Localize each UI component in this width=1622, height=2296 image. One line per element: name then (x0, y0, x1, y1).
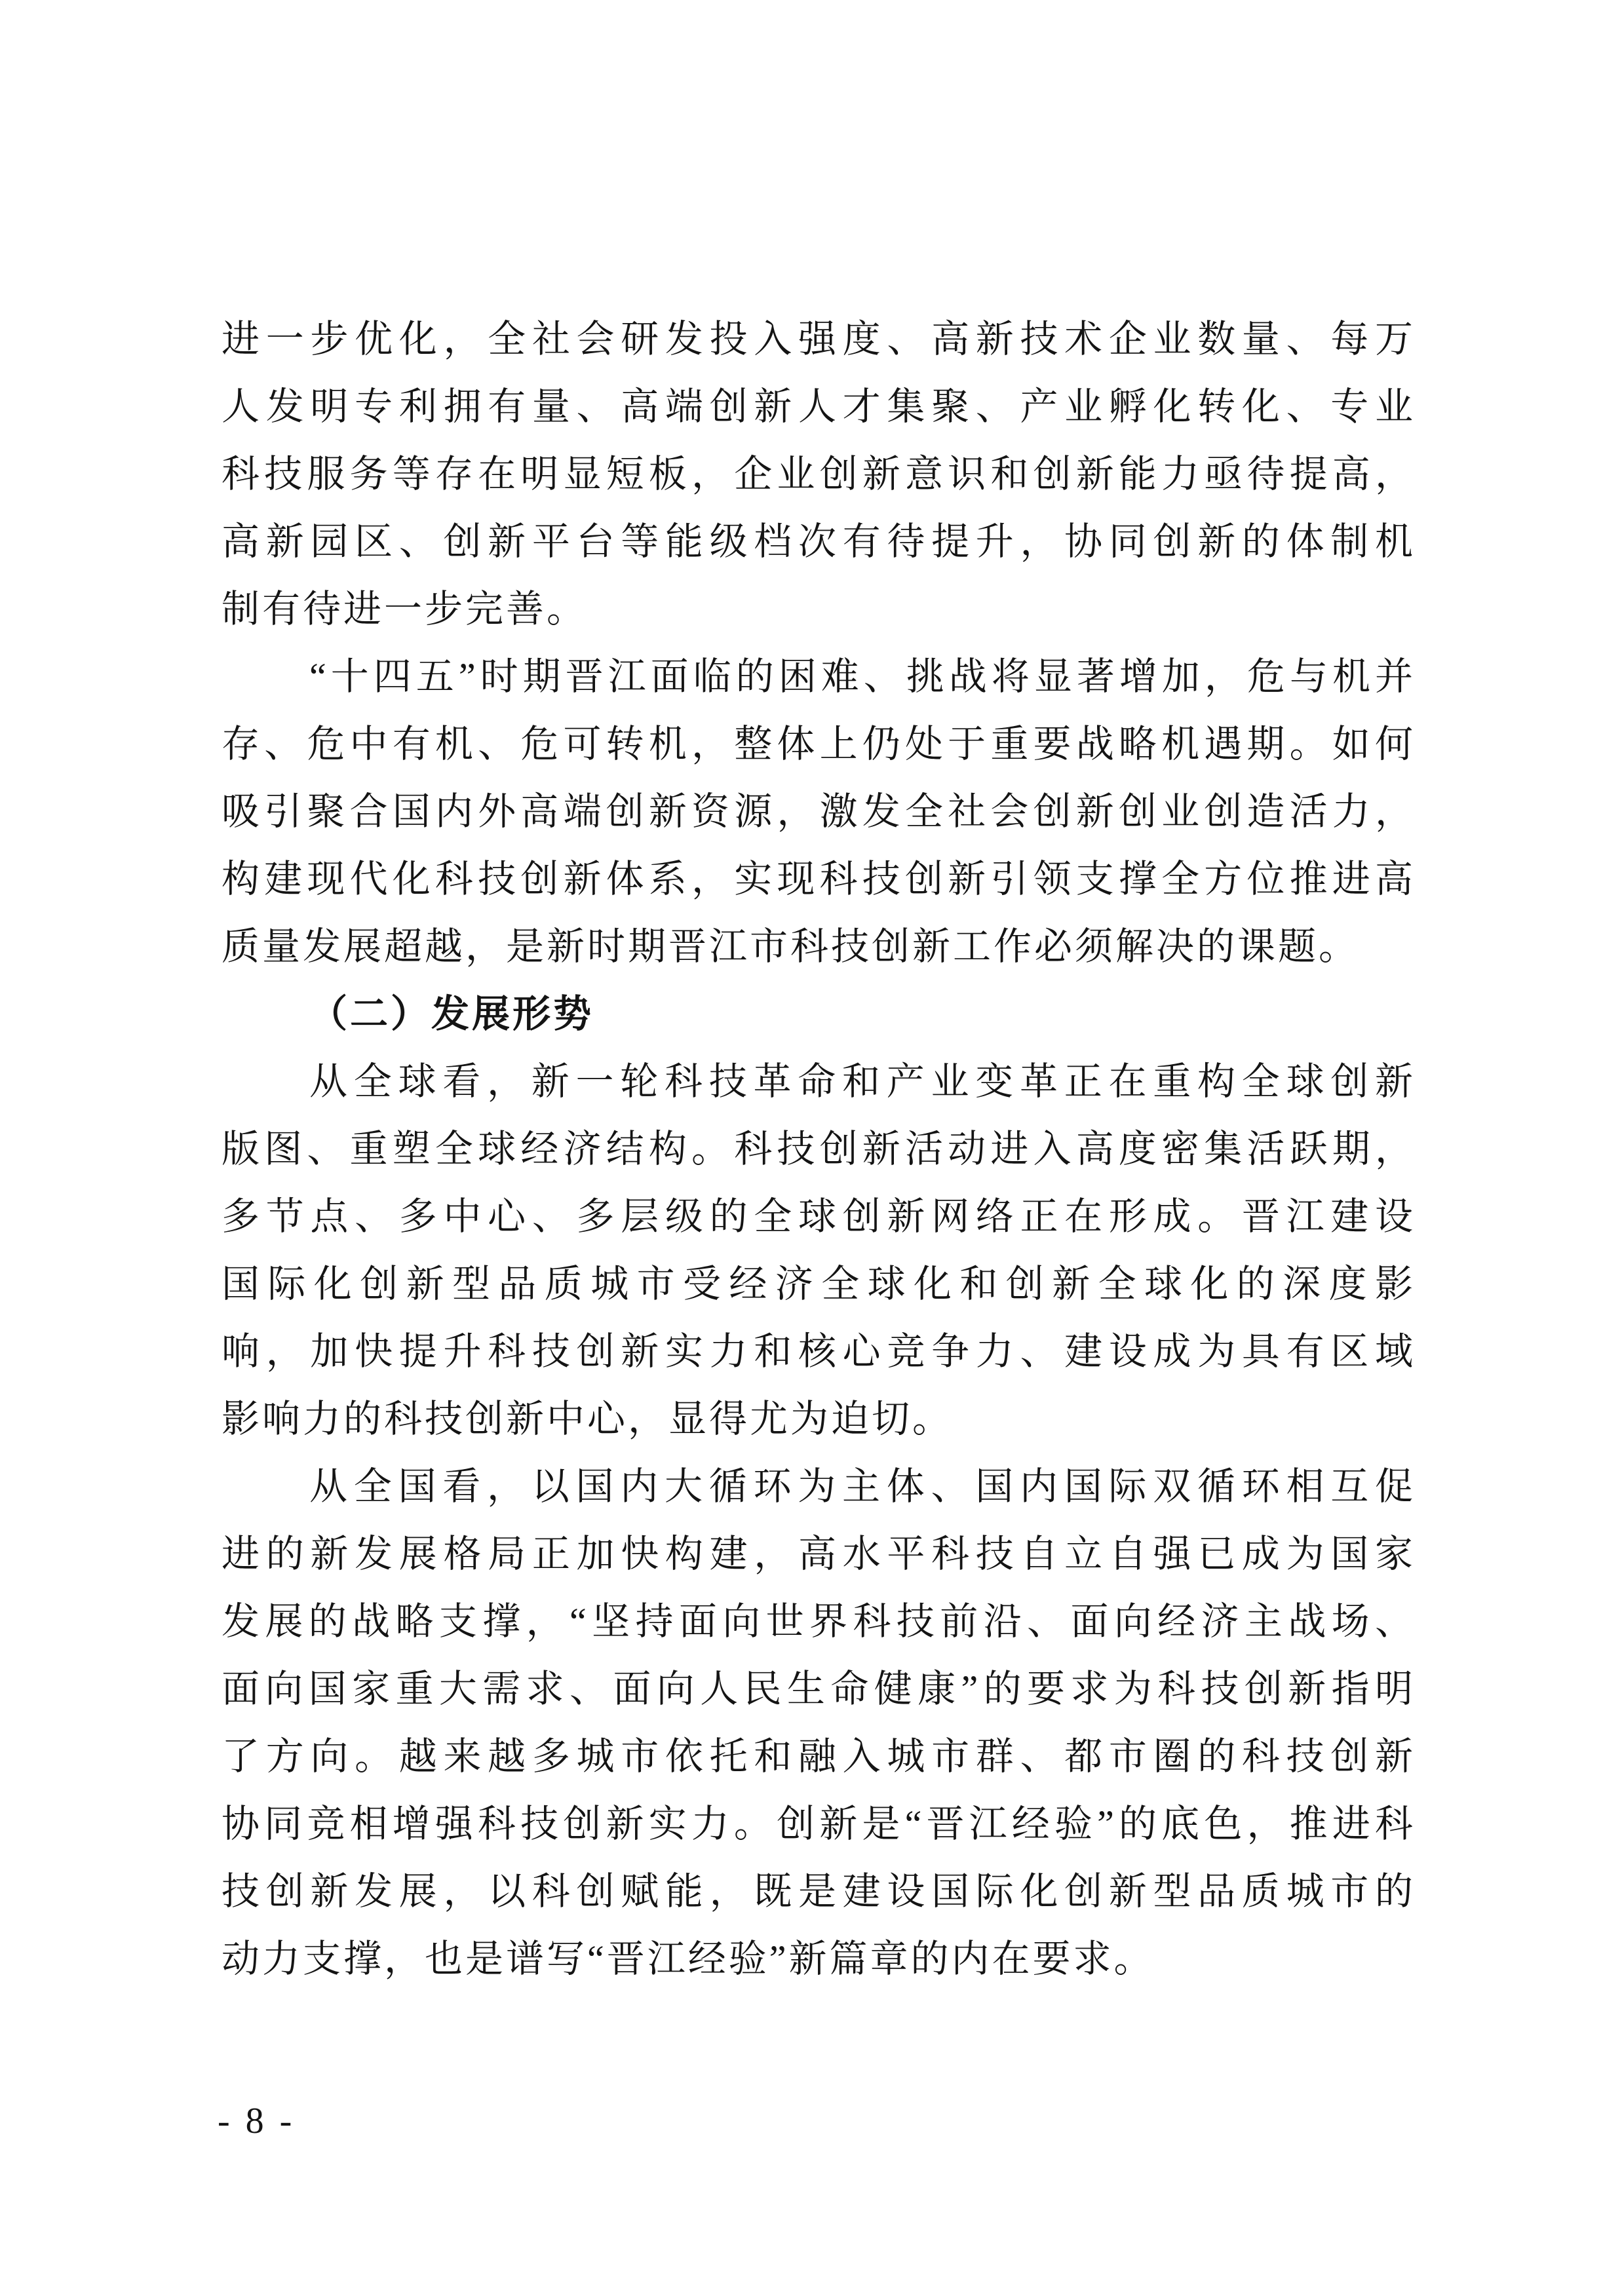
text-line: 进一步优化，全社会研发投入强度、高新技术企业数量、每万 (222, 318, 1416, 360)
text-line: 吸引聚合国内外高端创新资源，激发全社会创新创业创造活力， (222, 790, 1416, 833)
text-line: 存、危中有机、危可转机，整体上仍处于重要战略机遇期。如何 (222, 723, 1416, 765)
text-line: 制有待进一步完善。 (222, 588, 588, 630)
text-line: 了方向。越来越多城市依托和融入城市群、都市圈的科技创新 (222, 1735, 1416, 1778)
text-line: 版图、重塑全球经济结构。科技创新活动进入高度密集活跃期， (222, 1128, 1416, 1170)
text-line: 面向国家重大需求、面向人民生命健康”的要求为科技创新指明 (222, 1668, 1416, 1710)
text-line: 构建现代化科技创新体系，实现科技创新引领支撑全方位推进高 (222, 858, 1416, 900)
section-heading: （二）发展形势 (309, 993, 594, 1035)
text-line: 国际化创新型品质城市受经济全球化和创新全球化的深度影 (222, 1263, 1416, 1305)
text-line: 动力支撑，也是谱写“晋江经验”新篇章的内在要求。 (222, 1938, 1155, 1980)
text-line: 质量发展超越，是新时期晋江市科技创新工作必须解决的课题。 (222, 925, 1360, 968)
text-line: 进的新发展格局正加快构建，高水平科技自立自强已成为国家 (222, 1533, 1416, 1575)
text-line: 多节点、多中心、多层级的全球创新网络正在形成。晋江建设 (222, 1195, 1416, 1238)
text-line: 发展的战略支撑，“坚持面向世界科技前沿、面向经济主战场、 (222, 1600, 1416, 1643)
text-line: 从全球看，新一轮科技革命和产业变革正在重构全球创新 (309, 1060, 1416, 1103)
text-line: 高新园区、创新平台等能级档次有待提升，协同创新的体制机 (222, 520, 1416, 563)
text-line: 响，加快提升科技创新实力和核心竞争力、建设成为具有区域 (222, 1330, 1416, 1373)
text-line: 人发明专利拥有量、高端创新人才集聚、产业孵化转化、专业 (222, 385, 1416, 428)
text-block (222, 305, 1416, 1993)
page-number: - 8 - (218, 2101, 296, 2141)
text-line: 从全国看，以国内大循环为主体、国内国际双循环相互促 (309, 1465, 1416, 1508)
text-line: 影响力的科技创新中心，显得尤为迫切。 (222, 1398, 954, 1440)
text-line: 科技服务等存在明显短板，企业创新意识和创新能力亟待提高， (222, 453, 1416, 495)
text-line: 协同竞相增强科技创新实力。创新是“晋江经验”的底色，推进科 (222, 1803, 1416, 1845)
text-line: “十四五”时期晋江面临的困难、挑战将显著增加，危与机并 (309, 655, 1416, 698)
text-line: 技创新发展，以科创赋能，既是建设国际化创新型品质城市的 (222, 1870, 1416, 1913)
